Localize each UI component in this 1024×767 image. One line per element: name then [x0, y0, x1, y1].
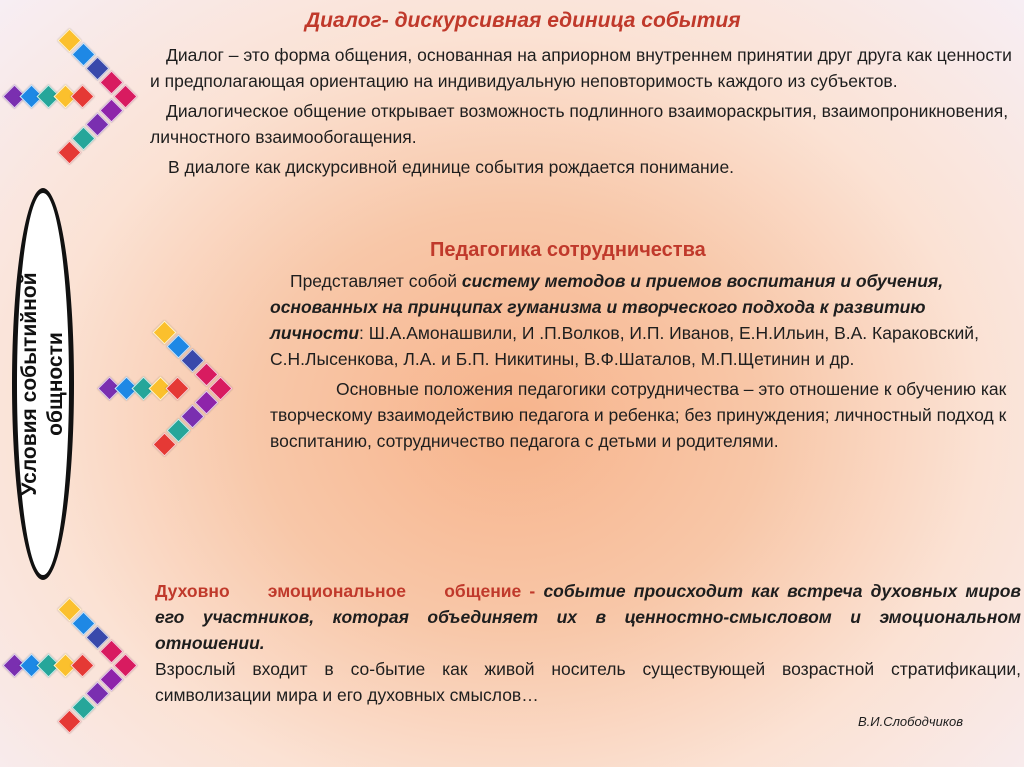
section1-title: Диалог- дискурсивная единица события [305, 9, 741, 32]
section2-title: Педагогика сотрудничества [430, 239, 706, 261]
section3-paragraph2: Взрослый входит в со-бытие как живой носитель существующей возрастной стратификации, символизации мира и его духовных смыслов… [155, 659, 1021, 705]
side-label-text [17, 272, 69, 495]
author-signature: В.И.Слободчиков [858, 714, 963, 729]
section3-p1-emphasis: событие происходит как встреча духовных миров его участников, которая объединяет их в ценностно-смысловом и эмоциональном отношении. [155, 581, 1021, 653]
section2-paragraph1 [270, 268, 1015, 372]
gem-shape [165, 376, 189, 400]
gem-arrow-bottom [0, 595, 150, 735]
section3-title-dash: - [521, 581, 544, 601]
gem-shape [70, 653, 94, 677]
side-label-line1: Условия событийной [18, 272, 41, 496]
section1-paragraph3: В диалоге как дискурсивной единице события рождается понимание. [168, 157, 735, 177]
section1-paragraph1: Диалог – это форма общения, основанная на априорном внутреннем принятии друг друга как ценности и предполагающая ориентацию на индивидуальную неповторимость каждого из субъектов. [150, 45, 1012, 91]
section2-p1-start: Представляет собой [290, 271, 462, 291]
section3-title: Духовно эмоциональное общение [155, 581, 522, 601]
section1-body [150, 42, 1020, 180]
side-label-line2: общности [44, 332, 67, 436]
section3-paragraph1 [155, 578, 1021, 656]
gem-arrow-middle [95, 318, 245, 458]
section2-paragraph2: Основные положения педагогики сотрудничества – это отношение к обучению как творческому взаимодействию педагога и ребенка; без принуждения; личностный подход к воспитанию, сотрудничество педагога с детьми и родителями. [270, 379, 1007, 451]
section2-body [270, 268, 1015, 454]
section1-paragraph2: Диалогическое общение открывает возможность подлинного взаимораскрытия, взаимопроникновения, личностного взаимообогащения. [150, 101, 1009, 147]
side-label-oval [12, 188, 74, 580]
gem-shape [70, 84, 94, 108]
section3-body [155, 578, 1021, 708]
section2-p1-end: : Ш.А.Амонашвили, И .П.Волков, И.П. Иванов, Е.Н.Ильин, В.А. Караковский, С.Н.Лысенкова, Л.А. и Б.П. Никитины, В.Ф.Шаталов, М.П.Щетинин и др. [270, 323, 979, 369]
gem-arrow-top [0, 28, 145, 163]
section2-p1-emphasis: систему методов и приемов воспитания и обучения, основанных на принципах гуманизма и творческого подхода к развитию личности [270, 271, 944, 343]
